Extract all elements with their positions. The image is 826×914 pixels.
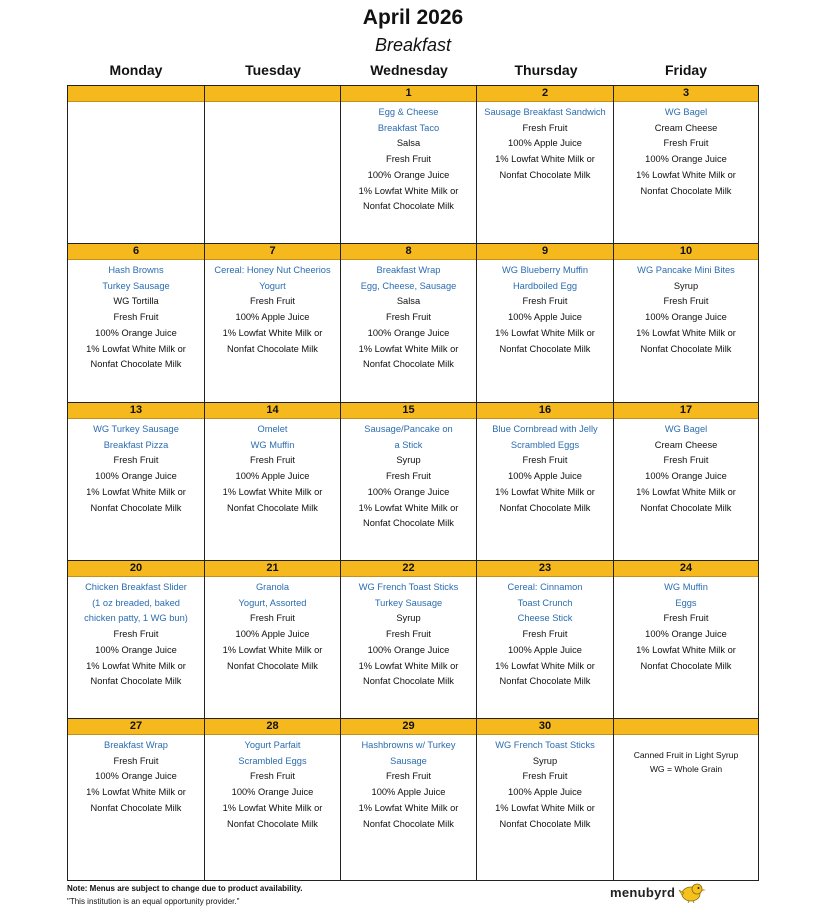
entree-item: Yogurt Parfait (244, 740, 301, 750)
side-item: 100% Orange Juice (645, 312, 727, 323)
side-item: Nonfat Chocolate Milk (227, 660, 318, 671)
day-cell-wednesday (341, 719, 477, 881)
day-cell-tuesday (205, 86, 341, 244)
side-item: 1% Lowfat White Milk or (222, 644, 323, 655)
entree-item: Cheese Stick (517, 613, 573, 624)
side-item: 1% Lowfat White Milk or (358, 185, 459, 196)
calendar-grid (67, 85, 759, 881)
day-date-number: 10 (614, 244, 758, 260)
entree-item: WG Blueberry Muffin (501, 265, 589, 275)
menu-notes (614, 738, 758, 776)
entree-item: Toast Crunch (517, 597, 573, 608)
side-item: Nonfat Chocolate Milk (499, 676, 591, 687)
day-cell-thursday (477, 403, 614, 561)
entree-item: Hashbrowns w/ Turkey (361, 740, 456, 750)
side-item: Nonfat Chocolate Milk (499, 343, 591, 354)
entree-item: WG Bagel (664, 424, 708, 434)
day-date-number: 29 (341, 719, 476, 735)
entree-item: WG French Toast Sticks (495, 740, 595, 750)
day-cell-tuesday (205, 719, 341, 881)
entree-item: Sausage/Pancake on (364, 424, 453, 434)
side-item: Fresh Fruit (522, 629, 568, 640)
entree-item: Breakfast Wrap (104, 740, 168, 750)
side-item: 100% Apple Juice (235, 312, 310, 323)
side-item: Nonfat Chocolate Milk (90, 359, 182, 370)
side-item: 100% Orange Juice (367, 169, 450, 180)
day-date-number: 16 (477, 403, 613, 419)
side-item: 100% Apple Juice (235, 471, 310, 482)
side-item: Fresh Fruit (663, 455, 709, 466)
side-item: 1% Lowfat White Milk or (86, 486, 186, 497)
day-date-number (614, 719, 758, 735)
menu-note: Canned Fruit in Light Syrup (633, 750, 739, 760)
day-cell-monday (68, 244, 205, 403)
side-item: Fresh Fruit (522, 771, 568, 782)
side-item: Cream Cheese (654, 439, 718, 450)
side-item: Fresh Fruit (113, 455, 159, 466)
side-item: Nonfat Chocolate Milk (363, 518, 454, 529)
side-item: 100% Orange Juice (645, 154, 727, 165)
menu-item-list (477, 102, 613, 184)
side-item: Syrup (396, 455, 421, 466)
entree-item: Hash Browns (108, 265, 164, 275)
side-item: 100% Orange Juice (645, 471, 727, 482)
entree-item: (1 oz breaded, baked (92, 597, 180, 608)
entree-item: Granola (255, 582, 290, 592)
day-cell-thursday (477, 86, 614, 244)
side-item: 1% Lowfat White Milk or (222, 327, 323, 338)
side-item: Fresh Fruit (522, 122, 568, 133)
day-cell-thursday (477, 244, 614, 403)
side-item: Nonfat Chocolate Milk (640, 502, 732, 513)
side-item: Fresh Fruit (522, 296, 568, 307)
side-item: Fresh Fruit (250, 455, 295, 466)
side-item: Cream Cheese (654, 122, 718, 133)
day-cell-tuesday (205, 244, 341, 403)
side-item: Fresh Fruit (663, 613, 709, 624)
side-item: 100% Orange Juice (95, 771, 177, 782)
side-item: 100% Orange Juice (367, 327, 450, 338)
availability-note: Note: Menus are subject to change due to product availability. (67, 884, 303, 893)
day-cell-wednesday (341, 403, 477, 561)
side-item: 1% Lowfat White Milk or (358, 502, 459, 513)
day-cell-wednesday (341, 561, 477, 719)
entree-item: Chicken Breakfast Slider (85, 582, 187, 592)
day-cell-monday (68, 719, 205, 881)
day-cell-friday (614, 86, 759, 244)
menu-item-list (68, 735, 204, 817)
side-item: 100% Apple Juice (235, 629, 310, 640)
day-cell-monday (68, 86, 205, 244)
day-date-number: 15 (341, 403, 476, 419)
menu-item-list (68, 419, 204, 516)
logo-wordmark: menubyrd (610, 884, 676, 900)
menu-item-list (341, 419, 476, 532)
entree-item: WG Muffin (664, 582, 708, 592)
entree-item: Scrambled Eggs (238, 755, 307, 766)
menu-item-list (614, 577, 758, 674)
side-item: 1% Lowfat White Milk or (495, 327, 595, 338)
day-date-number (205, 86, 340, 102)
side-item: 100% Orange Juice (645, 629, 727, 640)
menu-item-list (205, 577, 340, 674)
side-item: Nonfat Chocolate Milk (499, 502, 591, 513)
side-item: 100% Apple Juice (508, 787, 582, 798)
entree-item: Breakfast Pizza (103, 439, 169, 450)
entree-item: WG French Toast Sticks (358, 582, 459, 592)
day-date-number: 14 (205, 403, 340, 419)
side-item: Fresh Fruit (113, 312, 159, 323)
entree-item: Breakfast Wrap (376, 265, 441, 275)
side-item: Nonfat Chocolate Milk (227, 818, 318, 829)
side-item: 100% Apple Juice (371, 787, 446, 798)
side-item: 1% Lowfat White Milk or (358, 343, 459, 354)
entree-item: Egg & Cheese (378, 107, 439, 117)
weekday-header-wednesday: Wednesday (370, 62, 448, 78)
menu-item-list (341, 260, 476, 373)
day-date-number: 30 (477, 719, 613, 735)
side-item: Nonfat Chocolate Milk (227, 502, 318, 513)
entree-item: Breakfast Taco (377, 122, 440, 133)
entree-item: Scrambled Eggs (510, 439, 580, 450)
side-item: Nonfat Chocolate Milk (90, 676, 182, 687)
entree-item: Egg, Cheese, Sausage (360, 280, 457, 291)
day-date-number: 23 (477, 561, 613, 577)
side-item: Nonfat Chocolate Milk (640, 343, 732, 354)
menubyrd-logo (610, 880, 706, 904)
menu-item-list (205, 735, 340, 832)
side-item: 100% Apple Juice (508, 312, 582, 323)
day-cell-monday (68, 561, 205, 719)
entree-item: Turkey Sausage (102, 280, 170, 291)
side-item: Fresh Fruit (386, 312, 431, 323)
entree-item: Omelet (257, 424, 288, 434)
side-item: 100% Orange Juice (367, 644, 450, 655)
side-item: Syrup (396, 613, 421, 624)
side-item: Nonfat Chocolate Milk (90, 502, 182, 513)
side-item: Salsa (396, 138, 421, 149)
menu-item-list (205, 102, 340, 105)
side-item: Fresh Fruit (250, 296, 295, 307)
side-item: Fresh Fruit (663, 296, 709, 307)
side-item: 1% Lowfat White Milk or (636, 327, 736, 338)
weekday-header-thursday: Thursday (514, 62, 578, 78)
side-item: WG Tortilla (113, 296, 159, 307)
side-item: Nonfat Chocolate Milk (227, 343, 318, 354)
weekday-header-monday: Monday (109, 62, 163, 78)
side-item: Fresh Fruit (113, 755, 159, 766)
menu-item-list (614, 102, 758, 199)
side-item: Nonfat Chocolate Milk (363, 676, 454, 687)
menu-item-list (205, 260, 340, 357)
entree-item: Cereal: Honey Nut Cheerios (214, 265, 331, 275)
day-date-number: 6 (68, 244, 204, 260)
day-date-number: 28 (205, 719, 340, 735)
side-item: 1% Lowfat White Milk or (495, 486, 595, 497)
entree-item: Yogurt, Assorted (238, 597, 307, 608)
day-date-number: 9 (477, 244, 613, 260)
entree-item: a Stick (394, 439, 423, 450)
menu-note: WG = Whole Grain (649, 764, 723, 774)
side-item: Fresh Fruit (386, 771, 431, 782)
page-subtitle: Breakfast (374, 35, 452, 55)
side-item: Syrup (532, 755, 558, 766)
side-item: Nonfat Chocolate Milk (499, 169, 591, 180)
side-item: 1% Lowfat White Milk or (222, 802, 323, 813)
day-date-number: 21 (205, 561, 340, 577)
side-item: 100% Apple Juice (508, 138, 582, 149)
day-cell-tuesday (205, 561, 341, 719)
side-item: Nonfat Chocolate Milk (90, 802, 182, 813)
entree-item: WG Pancake Mini Bites (637, 265, 735, 275)
menu-item-list (341, 102, 476, 215)
side-item: 1% Lowfat White Milk or (636, 169, 736, 180)
side-item: 100% Orange Juice (231, 787, 314, 798)
side-item: 1% Lowfat White Milk or (358, 660, 459, 671)
menu-item-list (68, 102, 204, 105)
entree-item: Blue Cornbread with Jelly (492, 424, 598, 434)
side-item: 1% Lowfat White Milk or (495, 802, 595, 813)
day-date-number: 2 (477, 86, 613, 102)
side-item: Nonfat Chocolate Milk (499, 818, 591, 829)
day-date-number: 22 (341, 561, 476, 577)
day-cell-friday (614, 403, 759, 561)
menu-item-list (477, 260, 613, 357)
day-date-number: 24 (614, 561, 758, 577)
entree-item: Sausage (390, 755, 427, 766)
day-cell-thursday (477, 561, 614, 719)
entree-item: Yogurt (259, 280, 286, 291)
side-item: Fresh Fruit (386, 154, 431, 165)
menu-item-list (477, 577, 613, 690)
side-item: Fresh Fruit (250, 771, 295, 782)
side-item: Nonfat Chocolate Milk (363, 818, 454, 829)
weekday-header-tuesday: Tuesday (245, 62, 301, 78)
day-date-number: 17 (614, 403, 758, 419)
side-item: 100% Orange Juice (95, 327, 177, 338)
entree-item: Turkey Sausage (374, 597, 443, 608)
entree-item: WG Turkey Sausage (93, 424, 179, 434)
day-cell-wednesday (341, 244, 477, 403)
side-item: 1% Lowfat White Milk or (86, 343, 186, 354)
day-date-number: 27 (68, 719, 204, 735)
day-cell-monday (68, 403, 205, 561)
side-item: Nonfat Chocolate Milk (640, 185, 732, 196)
side-item: 1% Lowfat White Milk or (495, 154, 595, 165)
entree-item: chicken patty, 1 WG bun) (84, 613, 188, 624)
bird-icon (678, 881, 706, 903)
side-item: Fresh Fruit (386, 629, 431, 640)
side-item: 100% Orange Juice (95, 471, 177, 482)
side-item: Salsa (396, 296, 421, 307)
day-date-number: 7 (205, 244, 340, 260)
side-item: 1% Lowfat White Milk or (495, 660, 595, 671)
day-cell-thursday (477, 719, 614, 881)
equal-opportunity-note: "This institution is an equal opportunity provider." (67, 897, 240, 906)
side-item: 100% Apple Juice (508, 644, 582, 655)
menu-item-list (68, 577, 204, 690)
entree-item: WG Muffin (250, 439, 295, 450)
side-item: Nonfat Chocolate Milk (640, 660, 732, 671)
side-item: Fresh Fruit (113, 629, 159, 640)
entree-item: Sausage Breakfast Sandwich (484, 107, 606, 117)
weekday-header-row (68, 62, 748, 82)
side-item: Fresh Fruit (250, 613, 295, 624)
side-item: 1% Lowfat White Milk or (358, 802, 459, 813)
side-item: 100% Orange Juice (95, 644, 177, 655)
entree-item: Eggs (675, 597, 697, 608)
day-date-number: 13 (68, 403, 204, 419)
side-item: 1% Lowfat White Milk or (636, 644, 736, 655)
day-date-number: 20 (68, 561, 204, 577)
side-item: Nonfat Chocolate Milk (363, 359, 454, 370)
menu-item-list (68, 260, 204, 373)
entree-item: WG Bagel (664, 107, 708, 117)
side-item: 100% Orange Juice (367, 486, 450, 497)
menu-item-list (614, 260, 758, 357)
side-item: Nonfat Chocolate Milk (363, 201, 454, 212)
day-cell-wednesday (341, 86, 477, 244)
side-item: 1% Lowfat White Milk or (636, 486, 736, 497)
side-item: Fresh Fruit (663, 138, 709, 149)
day-date-number: 3 (614, 86, 758, 102)
menu-item-list (205, 419, 340, 516)
side-item: 1% Lowfat White Milk or (86, 660, 186, 671)
menu-item-list (477, 735, 613, 832)
day-cell-friday (614, 719, 759, 881)
menu-item-list (341, 735, 476, 832)
side-item: Syrup (673, 280, 699, 291)
entree-item: Hardboiled Egg (512, 280, 578, 291)
day-date-number (68, 86, 204, 102)
page-title: April 2026 (362, 6, 464, 29)
side-item: 1% Lowfat White Milk or (86, 787, 186, 798)
menu-item-list (477, 419, 613, 516)
menu-item-list (614, 419, 758, 516)
weekday-header-friday: Friday (664, 62, 707, 78)
side-item: 1% Lowfat White Milk or (222, 486, 323, 497)
side-item: Fresh Fruit (522, 455, 568, 466)
day-cell-friday (614, 561, 759, 719)
day-cell-friday (614, 244, 759, 403)
menu-item-list (341, 577, 476, 690)
entree-item: Cereal: Cinnamon (507, 582, 583, 592)
side-item: 100% Apple Juice (508, 471, 582, 482)
day-date-number: 1 (341, 86, 476, 102)
day-cell-tuesday (205, 403, 341, 561)
day-date-number: 8 (341, 244, 476, 260)
side-item: Fresh Fruit (386, 471, 431, 482)
